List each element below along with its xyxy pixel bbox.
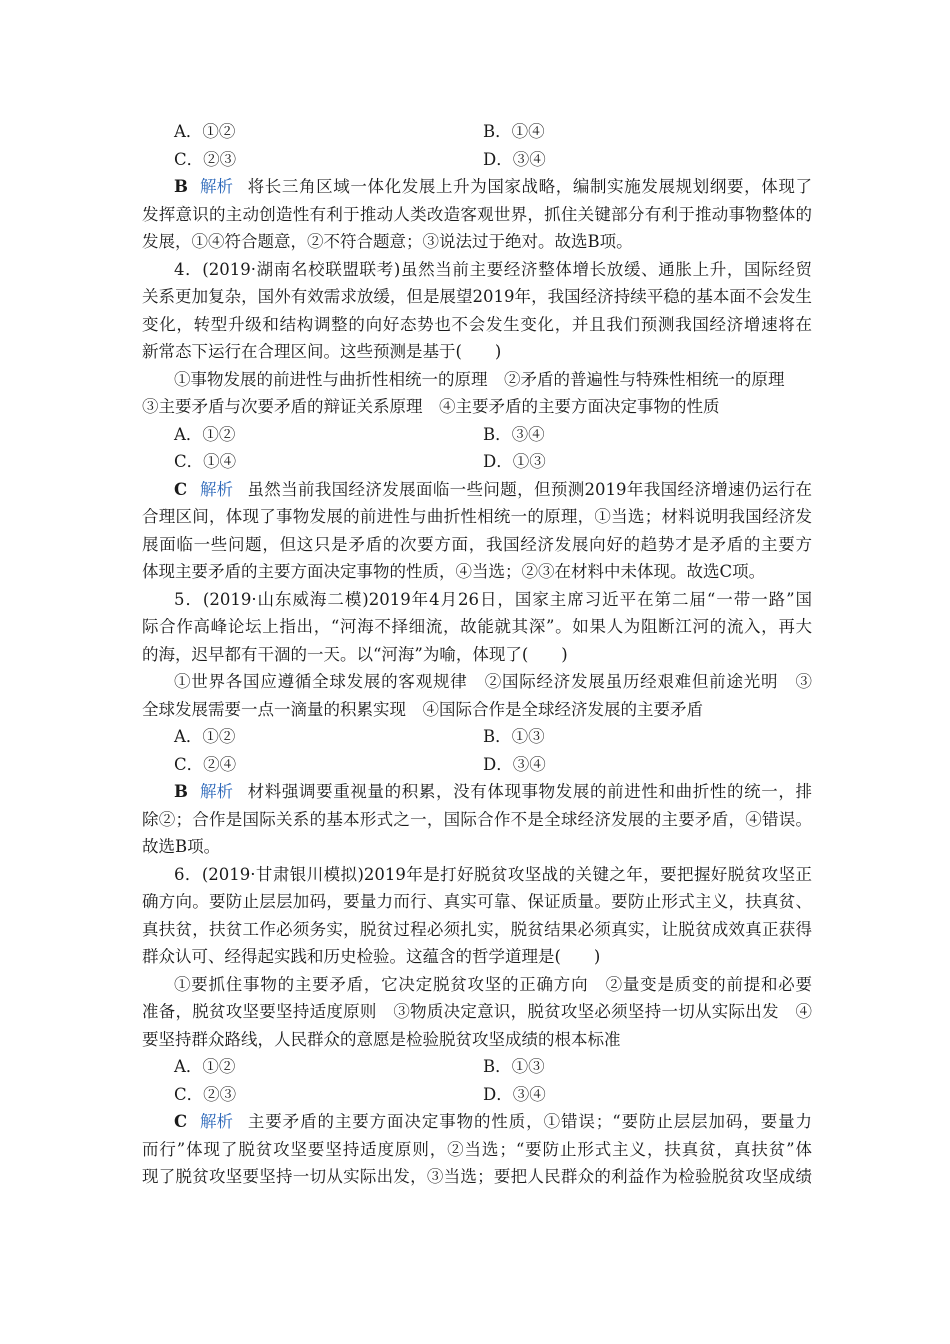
q6-option-d: D．③④ — [483, 1084, 546, 1104]
q6-option-a: A．①② — [174, 1057, 236, 1076]
q5-explanation-line-2: 除②；合作是国际关系的基本形式之一，国际合作不是全球经济发展的主要矛盾，④错误。 — [142, 809, 812, 829]
q5-options-row-1 — [142, 723, 812, 751]
q5-explanation-text-1: 材料强调要重视量的积累，没有体现事物发展的前进性和曲折性的统一，排 — [247, 782, 812, 801]
q3-options-row-2 — [142, 146, 812, 174]
q6-stem-line-4: 群众认可、经得起实践和历史检验。这蕴含的哲学道理是( ) — [142, 947, 601, 966]
q4-explanation-line-1 — [142, 476, 812, 504]
q4-explanation-line-4: 体现主要矛盾的主要方面决定事物的性质，④当选；②③在材料中未体现。故选C项。 — [142, 562, 766, 581]
q5-option-c: C．②④ — [174, 754, 237, 774]
q6-stem-line-2: 确方向。要防止层层加码，要量力而行、真实可靠、保证质量。要防止形式主义，扶真贫、 — [142, 892, 812, 911]
q3-analysis-tag: 解析 — [200, 177, 233, 196]
q3-options-row-1 — [142, 118, 812, 146]
q5-option-a: A．①② — [174, 727, 236, 746]
q3-option-b: B．①④ — [483, 122, 545, 141]
q4-item-line-1: ①事物发展的前进性与曲折性相统一的原理 ②矛盾的普遍性与特殊性相统一的原理 — [174, 369, 785, 389]
q3-explanation-line-2: 发挥意识的主动创造性有利于推动人类改造客观世界，抓住关键部分有利于推动事物整体的 — [142, 204, 812, 224]
q4-stem-line-4: 新常态下运行在合理区间。这些预测是基于( ) — [142, 342, 502, 361]
q3-answer: B — [174, 177, 188, 196]
q6-item-line-1: ①要抓住事物的主要矛盾，它决定脱贫攻坚的正确方向 ②量变是质变的前提和必要 — [174, 974, 812, 994]
q6-options-row-1 — [142, 1053, 812, 1081]
q4-options-row-2 — [142, 448, 812, 476]
q3-explanation-text-1: 将长三角区域一体化发展上升为国家战略，编制实施发展规划纲要，体现了 — [247, 177, 812, 196]
q6-option-c: C．②③ — [174, 1084, 237, 1104]
q4-option-a: A．①② — [174, 424, 236, 444]
q3-explanation-line-1 — [142, 173, 812, 201]
q5-analysis-tag: 解析 — [200, 782, 233, 801]
q6-explanation-line-3: 现了脱贫攻坚要坚持一切从实际出发，③当选；要把人民群众的利益作为检验脱贫攻坚成绩 — [142, 1167, 812, 1186]
q5-explanation-line-1 — [142, 778, 812, 806]
q6-stem-line-3: 真扶贫，扶贫工作必须务实，脱贫过程必须扎实，脱贫结果必须真实，让脱贫成效真正获得 — [142, 919, 812, 939]
q5-explanation-line-3: 故选B项。 — [142, 837, 221, 856]
q4-option-c: C．①④ — [174, 452, 237, 471]
q3-option-d: D．③④ — [483, 149, 546, 169]
q4-item-line-2: ③主要矛盾与次要矛盾的辩证关系原理 ④主要矛盾的主要方面决定事物的性质 — [142, 397, 720, 416]
q4-answer: C — [174, 479, 188, 499]
q6-item-line-2: 准备，脱贫攻坚要坚持适度原则 ③物质决定意识，脱贫攻坚必须坚持一切从实际出发 ④ — [142, 1002, 812, 1021]
q6-option-b: B．①③ — [483, 1057, 545, 1076]
q5-options-row-2 — [142, 751, 812, 779]
q4-stem-line-1: 4．(2019·湖南名校联盟联考)虽然当前主要经济整体增长放缓、通胀上升，国际经贸 — [174, 259, 812, 279]
q6-item-line-3: 要坚持群众路线，人民群众的意愿是检验脱贫攻坚成绩的根本标准 — [142, 1029, 621, 1049]
q6-explanation-line-1 — [142, 1108, 812, 1136]
q4-stem-line-2: 关系更加复杂，国外有效需求放缓，但是展望2019年，我国经济持续平稳的基本面不会发生 — [142, 287, 812, 306]
q6-options-row-2 — [142, 1081, 812, 1109]
q4-options-row-1 — [142, 421, 812, 449]
q4-analysis-tag: 解析 — [200, 479, 233, 499]
document-page — [142, 118, 812, 1191]
q4-option-d: D．①③ — [483, 452, 546, 471]
q5-answer: B — [174, 782, 188, 801]
q6-explanation-text-1: 主要矛盾的主要方面决定事物的性质，①错误；“要防止层层加码，要量力 — [247, 1112, 812, 1131]
q4-explanation-text-1: 虽然当前我国经济发展面临一些问题，但预测2019年我国经济增速仍运行在 — [247, 479, 812, 499]
q5-stem-line-3: 的海，迟早都有干涸的一天。以“河海”为喻，体现了( ) — [142, 644, 568, 664]
q6-stem-line-1: 6．(2019·甘肃银川模拟)2019年是打好脱贫攻坚战的关键之年，要把握好脱贫攻坚正 — [174, 864, 812, 884]
q3-explanation-line-3: 发展，①④符合题意，②不符合题意；③说法过于绝对。故选B项。 — [142, 232, 633, 251]
q5-item-line-2: 全球发展需要一点一滴量的积累实现 ④国际合作是全球经济发展的主要矛盾 — [142, 699, 703, 719]
q6-analysis-tag: 解析 — [200, 1112, 233, 1131]
q3-option-c: C．②③ — [174, 149, 237, 169]
q6-explanation-line-2: 而行”体现了脱贫攻坚要坚持适度原则，②当选；“要防止形式主义，扶真贫，真扶贫”体 — [142, 1139, 812, 1159]
q5-stem-line-1: 5．(2019·山东威海二模)2019年4月26日，国家主席习近平在第二届“一带一路”国 — [174, 589, 812, 609]
q5-option-d: D．③④ — [483, 754, 546, 774]
q4-explanation-line-3: 展面临一些问题，但这只是矛盾的次要方面，我国经济发展向好的趋势才是矛盾的主要方 — [142, 534, 812, 554]
q4-option-b: B．③④ — [483, 424, 545, 444]
q5-item-line-1: ①世界各国应遵循全球发展的客观规律 ②国际经济发展虽历经艰难但前途光明 ③ — [174, 672, 812, 691]
q3-option-a: A．①② — [174, 122, 236, 141]
q4-stem-line-3: 变化，转型升级和结构调整的向好态势也不会发生变化，并且我们预测我国经济增速将在 — [142, 314, 812, 334]
q6-answer: C — [174, 1112, 188, 1131]
q5-stem-line-2: 际合作高峰论坛上指出，“河海不择细流，故能就其深”。如果人为阻断江河的流入，再大 — [142, 617, 812, 636]
q4-explanation-line-2: 合理区间，体现了事物发展的前进性与曲折性相统一的原理，①当选；材料说明我国经济发 — [142, 507, 812, 526]
q5-option-b: B．①③ — [483, 727, 545, 746]
